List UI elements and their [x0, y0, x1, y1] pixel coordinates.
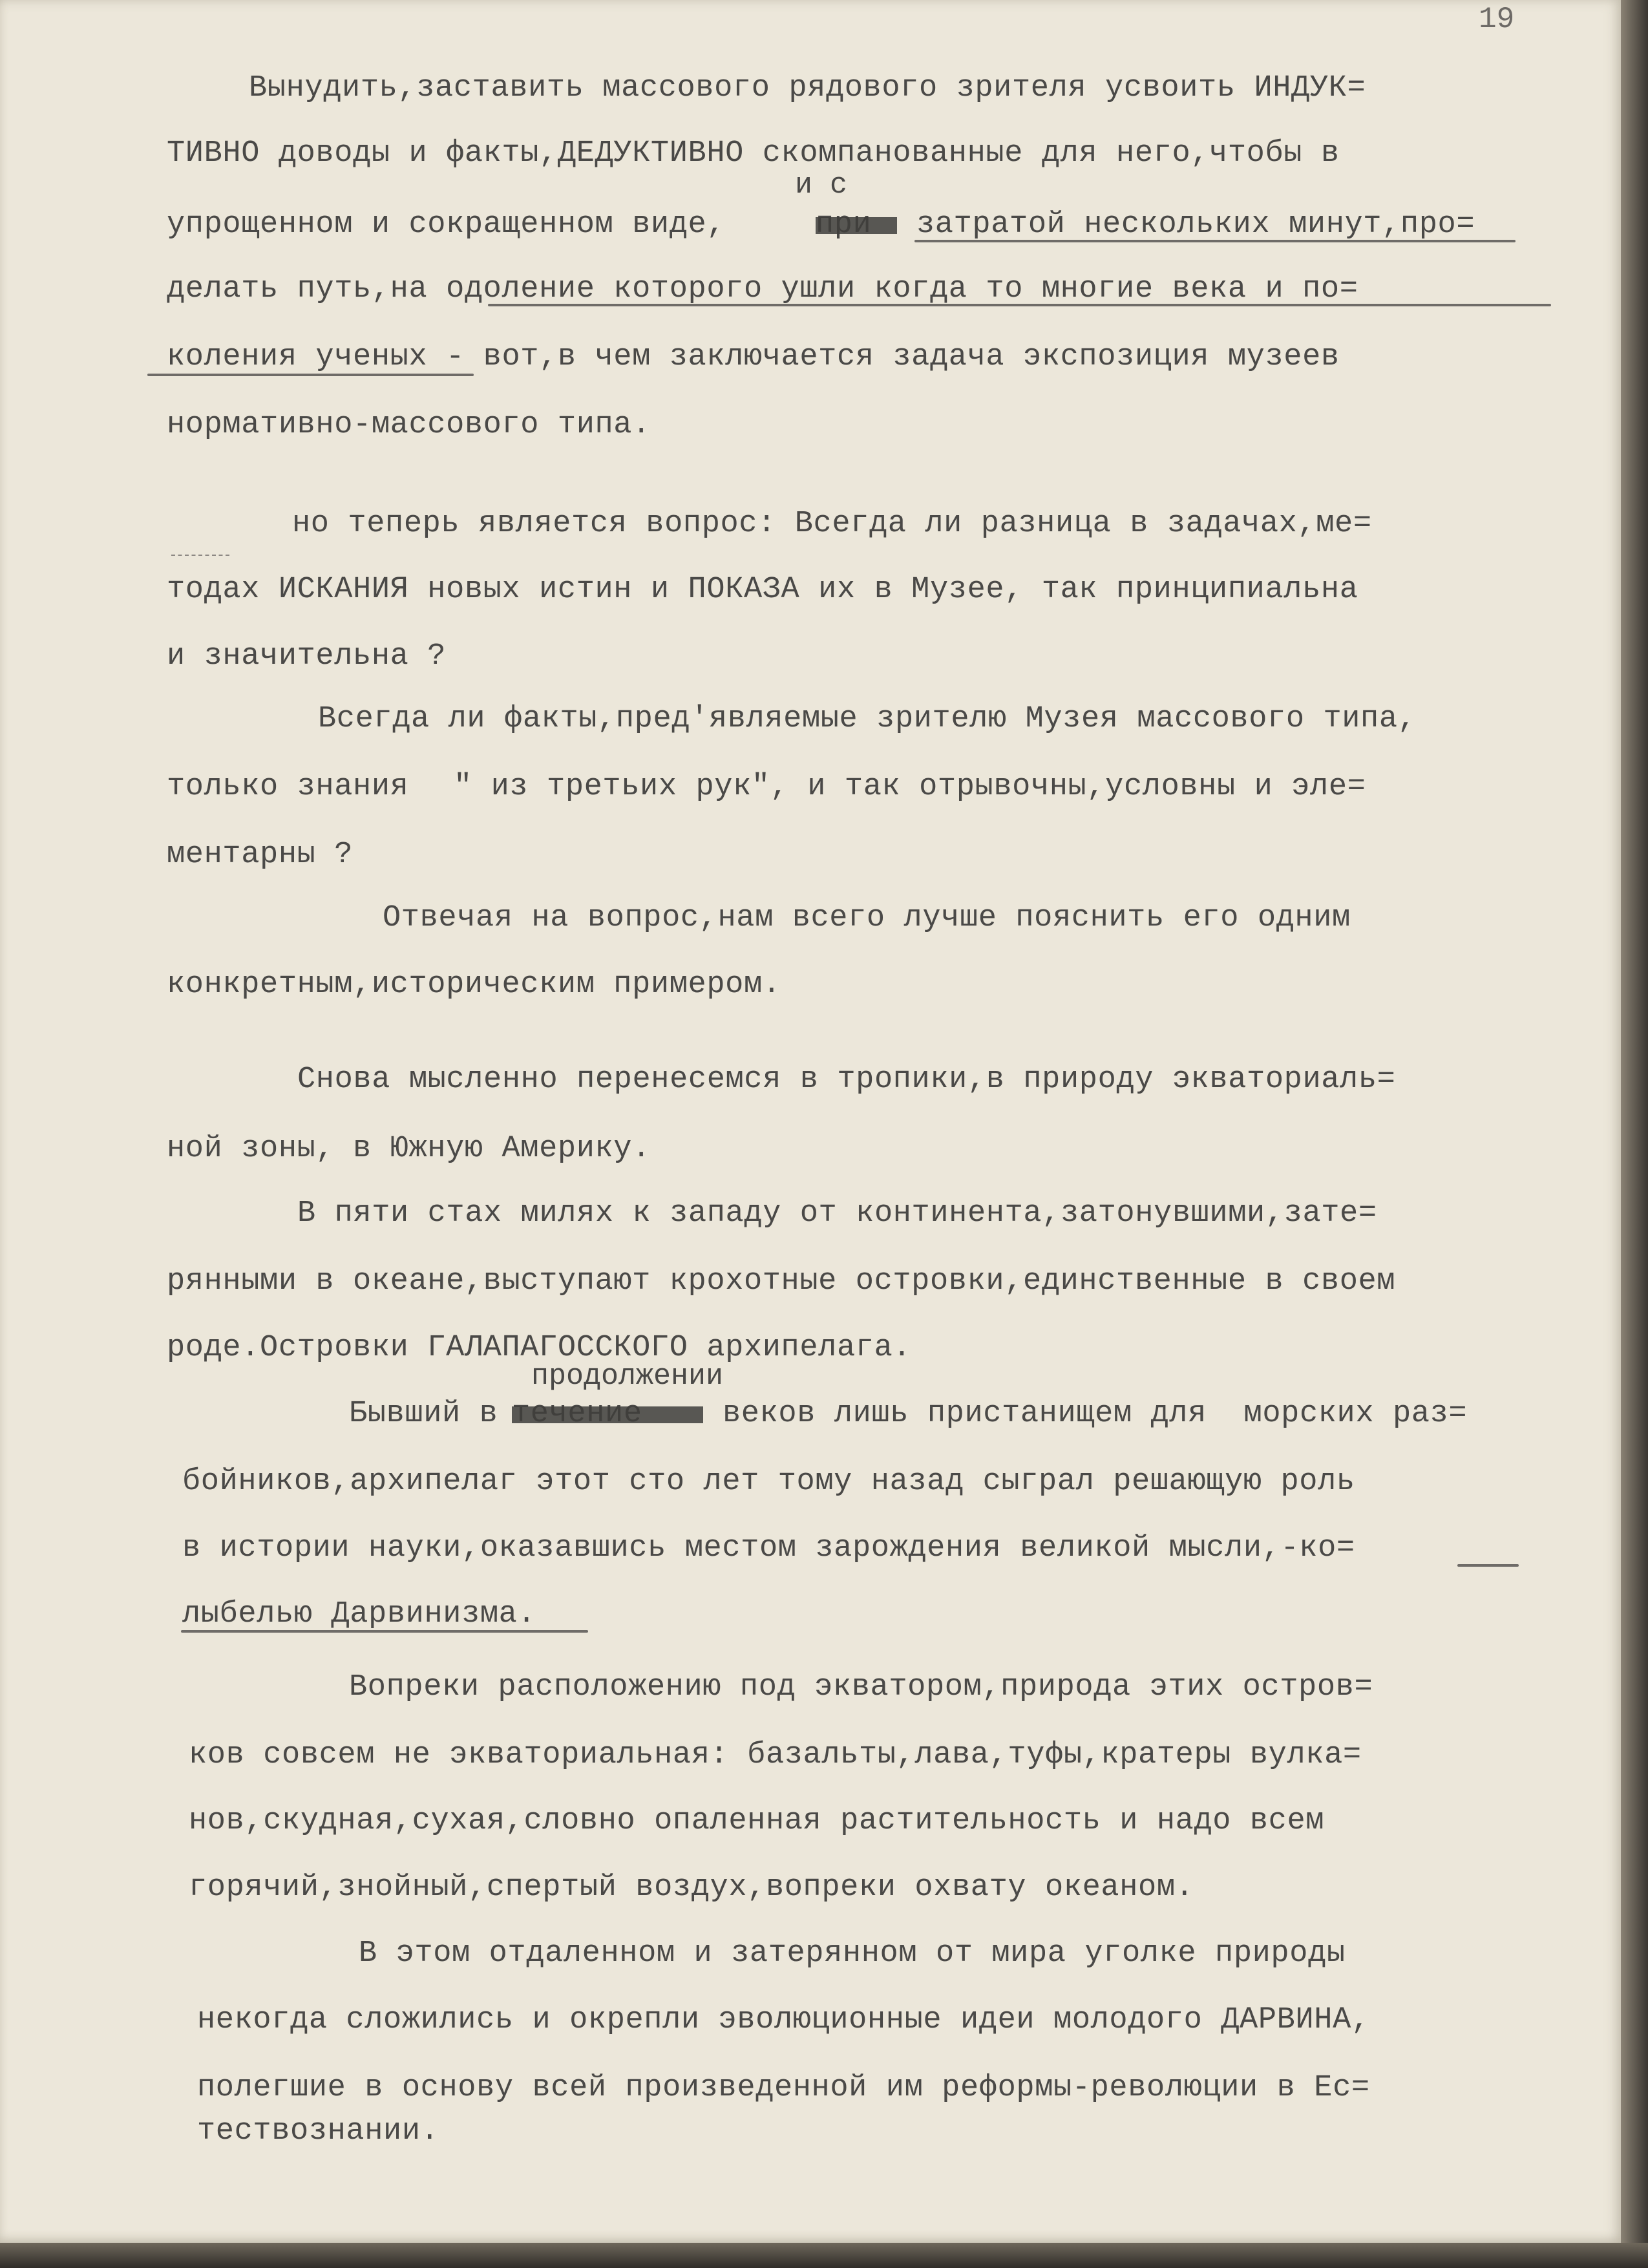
underline-mark	[181, 1630, 588, 1633]
text-line: тодах ИСКАНИЯ новых истин и ПОКАЗА их в Музее, так принципиальна	[167, 573, 1358, 607]
underline-mark	[1457, 1564, 1519, 1567]
text-line: в истории науки,оказавшись местом зарождения великой мысли,-ко=	[182, 1531, 1355, 1565]
text-line: рянными в океане,выступают крохотные островки,единственные в своем	[167, 1264, 1396, 1298]
underline-mark	[488, 304, 1551, 306]
strike-through-mark	[816, 217, 897, 234]
text-line: ной зоны, в Южную Америку.	[167, 1132, 651, 1166]
pencil-mark	[171, 555, 229, 556]
underline-mark	[914, 240, 1516, 242]
handwritten-insertion: продолжении	[531, 1360, 724, 1393]
text-line: Бывший в	[349, 1397, 498, 1431]
text-line: лыбелью Дарвинизма.	[182, 1597, 536, 1631]
page-edge-shadow	[1621, 0, 1648, 2268]
underline-mark	[147, 374, 474, 376]
page-number: 19	[1479, 3, 1515, 36]
text-line: полегшие в основу всей произведенной им реформы-революции в Ес=	[197, 2071, 1370, 2105]
text-line: только знания	[167, 770, 409, 804]
text-line: В пяти стах милях к западу от континента,затонувшими,зате=	[297, 1196, 1377, 1231]
text-line: некогда сложились и окрепли эволюционные идеи молодого ДАРВИНА,	[197, 2003, 1370, 2037]
text-line: Вынудить,заставить массового рядового зрителя усвоить ИНДУК=	[249, 71, 1366, 105]
text-line: В этом отдаленном и затерянном от мира уголке природы	[359, 1936, 1346, 1971]
text-line: Снова мысленно перенесемся в тропики,в природу экваториаль=	[297, 1063, 1396, 1097]
text-line: ментарны ?	[167, 838, 354, 872]
text-line: Всегда ли факты,пред'являемые зрителю Музея массового типа,	[318, 702, 1417, 736]
text-line: веков лишь пристанищем для морских раз=	[723, 1397, 1468, 1431]
text-line: тествознании.	[197, 2114, 439, 2148]
text-line: горячий,знойный,спертый воздух,вопреки охвату океаном.	[189, 1871, 1194, 1905]
strike-through-mark	[512, 1406, 703, 1423]
text-line: и значительна ?	[167, 639, 447, 673]
handwritten-insertion: и с	[795, 169, 848, 202]
text-line: " из третьих рук", и так отрывочны,условны и эле=	[454, 770, 1366, 804]
text-line: Вопреки расположению под экватором,природа этих остров=	[349, 1670, 1373, 1704]
text-line: ТИВНО доводы и факты,ДЕДУКТИВНО скомпанованные для него,чтобы в	[167, 136, 1340, 171]
text-line: бойников,архипелаг этот сто лет тому назад сыграл решающую роль	[182, 1465, 1355, 1499]
text-line: ков совсем не экваториальная: базальты,лава,туфы,кратеры вулка=	[189, 1738, 1362, 1772]
text-line: конкретным,историческим примером.	[167, 968, 781, 1002]
text-line: но теперь является вопрос: Всегда ли разница в задачах,ме=	[292, 507, 1372, 541]
text-line: коления ученых - вот,в чем заключается задача экспозиция музеев	[167, 340, 1340, 374]
text-line: делать путь,на одоление которого ушли когда то многие века и по=	[167, 272, 1358, 306]
text-line: роде.Островки ГАЛАПАГОССКОГО архипелага.	[167, 1331, 912, 1365]
page-edge-shadow	[0, 2243, 1648, 2268]
text-line: Отвечая на вопрос,нам всего лучше пояснить его одним	[383, 901, 1351, 935]
text-line: упрощенном и сокращенном виде,	[167, 207, 726, 242]
text-line: затратой нескольких минут,про=	[916, 207, 1475, 242]
text-line: нов,скудная,сухая,словно опаленная растительность и надо всем	[189, 1804, 1325, 1838]
text-line: нормативно-массового типа.	[167, 408, 651, 442]
